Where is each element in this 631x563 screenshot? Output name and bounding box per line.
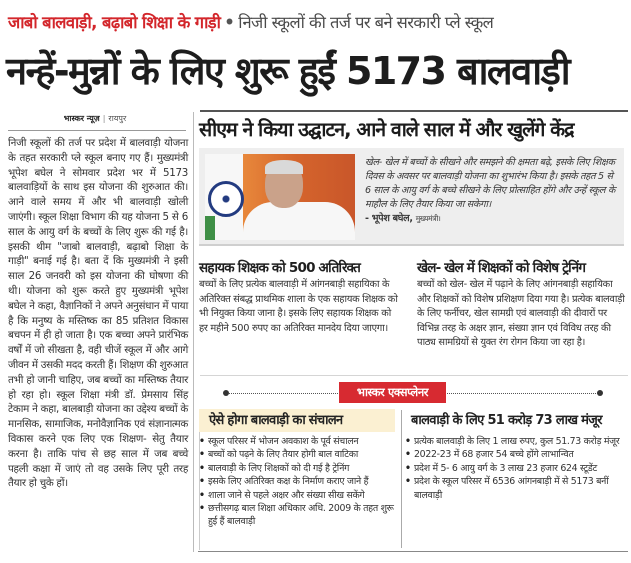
byline-agency: भास्कर न्यूज़ (63, 114, 100, 123)
explainer-left-title: ऐसे होगा बालवाड़ी का संचालन (199, 409, 395, 432)
kicker-subtitle: निजी स्कूलों की तर्ज पर बने सरकारी प्ले स्कूल (238, 13, 494, 32)
list-item: • प्रत्येक बालवाड़ी के लिए 1 लाख रुपए, कुल 51.73 करोड़ मंजूर (405, 435, 625, 448)
list-item: • बच्चों को पढ़ने के लिए तैयार होगी बाल वाटिका (199, 448, 399, 461)
quote-author-name: - भूपेश बघेल, (365, 213, 413, 224)
box2-body: बच्चों को खेल- खेल में पढ़ाने के लिए आंगनबाड़ी सहायिका और शिक्षकों को विशेष प्रशिक्षण दिया गया है। प्रत्येक बालवाड़ी के लिए फर्नीचर, खेल सामग्री एवं बालवाड़ी की दीवारों पर विभिन्न तरह के अक्षर ज्ञान, संख्या ज्ञान एवं विविध तरह की पाठ्य सामग्रियों से युक्त रंग रोगन किया जा रहा है। (417, 279, 625, 348)
quote-body: खेल- खेल में बच्चों के सीखने और समझने की क्षमता बढ़े, इसके लिए शिक्षक दिवस के अवसर पर बालवाड़ी योजना का शुभारंभ किया है। इसके तहत 5 से 6 साल के आयु वर्ग के बच्चे सीखने के लिए प्रोत्साहित होंगे और उन्हें स्कूल के माहौल के लिए तैयार किया जा सकेगा। (365, 157, 616, 210)
flag-green-band (205, 216, 215, 240)
subhead-rule (200, 110, 628, 112)
ashoka-chakra-icon (208, 181, 244, 217)
kicker-slogan: जाबो बालवाड़ी, बढ़ाबो शिक्षा के गाड़ी (8, 13, 221, 32)
explainer-right-title: बालवाड़ी के लिए 51 करोड़ 73 लाख मंजूर (411, 413, 602, 428)
explainer-badge: भास्कर एक्सप्लेनर (339, 382, 446, 403)
list-item: • प्रदेश के स्कूल परिसर में 6536 आंगनबाड़ी में से 5173 बनीं बालवाड़ी (405, 475, 625, 502)
list-item: • छत्तीसगढ़ बाल शिक्षा अधिकार अधि. 2009 के तहत शुरू हुई हैं बालवाड़ी (199, 502, 399, 529)
quote-text (365, 156, 620, 226)
bottom-rule (198, 551, 628, 552)
explainer-dot-left (223, 390, 229, 396)
box2-title: खेल- खेल में शिक्षकों को विशेष ट्रेनिंग (417, 260, 586, 276)
mid-rule (200, 375, 628, 376)
kicker-bullet: • (224, 13, 235, 32)
list-item: • 2022-23 में 68 हजार 54 बच्चे होंगे लाभान्वित (405, 448, 625, 461)
explainer-left-list (199, 435, 399, 529)
box1-body: बच्चों के लिए प्रत्येक बालवाड़ी में आंगनबाड़ी सहायिका के अतिरिक्त संबद्ध प्राथमिक शाला के एक सहायक शिक्षक को भी नियुक्त किया जाना है। इसके लिए सहायक शिक्षक को हर महीने 500 रुपए का अतिरिक्त मानदेय दिया जाएगा। (199, 279, 398, 334)
person-body (243, 202, 355, 240)
column-divider (193, 112, 194, 552)
explainer-right-list (405, 435, 625, 502)
list-item: • बालवाड़ी के लिए शिक्षकों को दी गई है ट्रेनिंग (199, 462, 399, 475)
byline-separator: | (102, 114, 106, 123)
subheadline: सीएम ने किया उद्घाटन, आने वाले साल में और खुलेंगे केंद्र (199, 118, 574, 141)
box1-title: सहायक शिक्षक को 500 अतिरिक्त (199, 260, 361, 276)
list-item: • स्कूल परिसर में भोजन अवकाश के पूर्व संचालन (199, 435, 399, 448)
byline (0, 113, 190, 124)
cm-quote-box (199, 148, 624, 246)
list-item: • शाला जाने से पहले अक्षर और संख्या सीख सकेंगे (199, 489, 399, 502)
explainer-divider (401, 410, 402, 548)
person-hair (265, 160, 303, 174)
main-headline: नन्हें-मुन्नों के लिए शुरू हुईं 5173 बालवाड़ी (6, 49, 570, 93)
list-item: • प्रदेश में 5- 6 आयु वर्ग के 3 लाख 23 हजार 624 स्टूडेंट (405, 462, 625, 475)
left-column-article: निजी स्कूलों की तर्ज पर प्रदेश में बालवाड़ी योजना के तहत सरकारी प्ले स्कूल बनाए गए हैं। मुख्यमंत्री भूपेश बघेल ने सोमवार प्रदेश भर में 5173 बालवाड़ियों के साथ इस योजना की शुरुआत की। आने वाले समय में और भी बालवाड़ी खोली जाएंगी। स्कूल शिक्षा विभाग की यह योजना 5 से 6 साल के आयु वर्ग के बच्चों के लिए शुरू की गई है। इसकी थीम "जाबो बालवाड़ी, बढ़ाबो शिक्षा के गाड़ी" बनाई गई है। बता दें कि मुख्यमंत्री ने इसी साल 26 जनवरी को इस योजना की घोषणा की थी। योजना को शुरू करते हुए मुख्यमंत्री भूपेश बघेल ने कहा, वैज्ञानिकों ने अपने अनुसंधान में पाया है कि मनुष्य के मस्तिष्क का 85 प्रतिशत विकास बचपन में ही हो जाता है। एक बच्चा अपने प्रारंभिक वर्षों में जो सीखता है, वही चीजें स्कूल में और आगे जीवन में उसकी मदद करती हैं। शिक्षण की शुरुआत तभी हो जानी चाहिए, जब बच्चों का मस्तिष्क तैयार हो रहा हो। स्कूल शिक्षा मंत्री डॉ. प्रेमसाय सिंह टेकाम ने कहा, बालबाड़ी योजना का उद्देश्य बच्चों के मानसिक, सामाजिक, मनोवैज्ञानिक एवं संज्ञानात्मक विकास करने एक लिए एक शिक्षण- सेतु तैयार करना है। ताकि पांच से छह साल में जब बच्चे पहली कक्षा में जाएं तो वह उसके लिए पूरी तरह तैयार हो चुके हों। (8, 137, 188, 490)
list-item: • इसके लिए अतिरिक्त कक्ष के निर्माण कराए जाने हैं (199, 475, 399, 488)
kicker-line (8, 10, 628, 34)
cm-photo (205, 154, 355, 240)
byline-city: रायपुर (108, 114, 127, 123)
explainer-dot-right (597, 390, 603, 396)
byline-rule (8, 130, 186, 131)
quote-author (365, 213, 441, 224)
quote-author-title: मुख्यमंत्री। (415, 214, 441, 223)
